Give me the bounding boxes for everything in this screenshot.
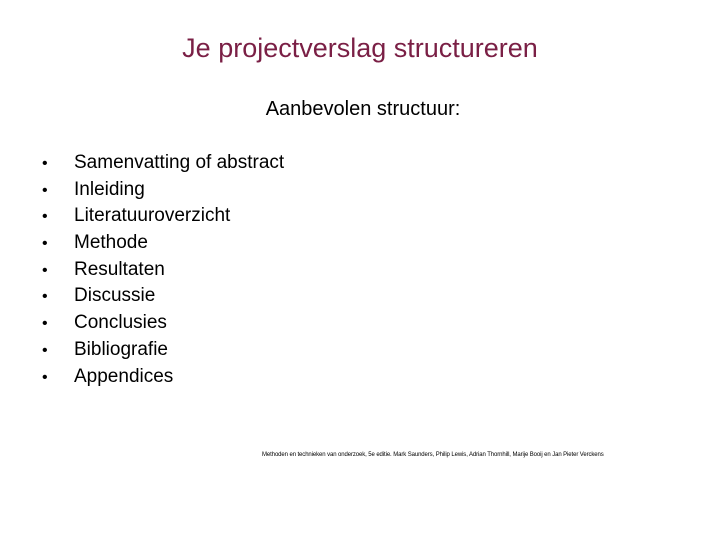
list-item-label: Discussie xyxy=(74,285,156,307)
bullet-icon: • xyxy=(42,315,48,333)
bullet-icon: • xyxy=(42,208,48,226)
list-item-label: Inleiding xyxy=(74,178,145,200)
slide-subtitle: Aanbevolen structuur: xyxy=(265,98,461,120)
bullet-icon: • xyxy=(42,341,48,359)
list-item xyxy=(42,337,284,364)
list-item-label: Methode xyxy=(74,232,148,254)
bullet-icon: • xyxy=(42,261,48,279)
list-item-label: Literatuuroverzicht xyxy=(74,205,231,227)
structure-list xyxy=(42,150,284,390)
list-item-label: Appendices xyxy=(74,365,174,387)
list-item xyxy=(42,257,284,284)
list-item-label: Resultaten xyxy=(74,258,165,280)
list-item xyxy=(42,230,284,257)
bullet-icon: • xyxy=(42,368,48,386)
list-item xyxy=(42,203,284,230)
list-item-label: Bibliografie xyxy=(74,338,168,360)
bullet-icon: • xyxy=(42,155,48,172)
source-citation: Methoden en technieken van onderzoek, 5e editie. Mark Saunders, Philip Lewis, Adrian Thornhill, Marije Booij en Jan Pieter Verckens xyxy=(262,452,604,458)
list-item xyxy=(42,150,284,177)
bullet-icon: • xyxy=(42,235,48,253)
list-item xyxy=(42,364,284,391)
list-item xyxy=(42,310,284,337)
list-item-label: Conclusies xyxy=(74,312,167,334)
list-item-label: Samenvatting of abstract xyxy=(74,152,285,173)
list-item xyxy=(42,283,284,310)
list-item xyxy=(42,177,284,204)
bullet-icon: • xyxy=(42,181,48,199)
slide-title: Je projectverslag structureren xyxy=(182,33,538,63)
bullet-icon: • xyxy=(42,288,48,306)
